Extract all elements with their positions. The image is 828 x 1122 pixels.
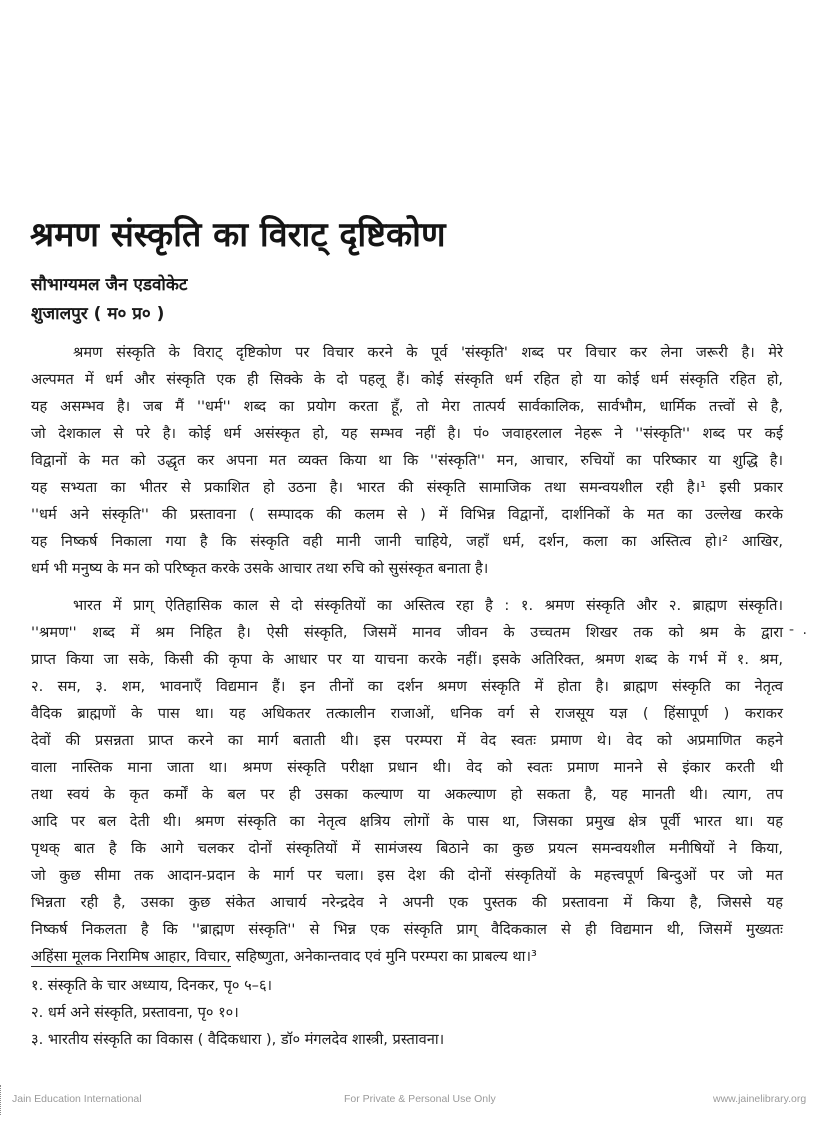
paragraph-1-line: जो देशकाल से परे है। कोई धर्म असंस्कृत हो, यह सम्भव नहीं है। पं० जवाहरलाल नेहरू ने ''संस्कृति'' शब्द पर कई — [31, 425, 783, 442]
paragraph-1-line: अल्पमत में धर्म और संस्कृति एक ही सिक्के के दो पहलू हैं। कोई संस्कृति धर्म रहित हो या कोई धर्म संस्कृति रहित हो, — [31, 371, 783, 388]
footer-website-link[interactable]: www.jainelibrary.org — [713, 1093, 807, 1105]
author-name: सौभाग्यमल जैन एडवोकेट — [31, 275, 188, 295]
paragraph-2-line: ''श्रमण'' शब्द में श्रम निहित है। ऐसी संस्कृति, जिसमें मानव जीवन के उच्चतम शिखर तक को श्रम के द्वारा — [31, 624, 783, 641]
paragraph-1-line: यह असम्भव है। जब मैं ''धर्म'' शब्द का प्रयोग करता हूँ, तो मेरा तात्पर्य सार्वकालिक, सार्वभौम, धार्मिक तत्त्वों से है, — [31, 398, 783, 415]
footnote-1: १. संस्कृति के चार अध्याय, दिनकर, पृ० ५–६। — [31, 977, 273, 994]
footer-usage-note: For Private & Personal Use Only — [344, 1093, 496, 1105]
footnote-divider — [31, 966, 231, 967]
paragraph-2-line: भिन्नता रही है, उसका कुछ संकेत आचार्य नरेन्द्रदेव ने अपनी एक पुस्तक की प्रस्तावना में किया है, जिससे यह — [31, 894, 783, 911]
paragraph-2-line: पृथक् बात है कि आगे चलकर दोनों संस्कृतियों में सामंजस्य बिठाने का कुछ प्रयत्न समन्वयशील मनीषियों ने किया, — [31, 840, 783, 857]
author-place: शुजालपुर ( म० प्र० ) — [31, 304, 165, 324]
paragraph-2-line: प्राप्त किया जा सके, किसी की कृपा के आधार पर या याचना करके नहीं। इसके अतिरिक्त, श्रमण शब्द के गर्भ में १. श्रम, — [31, 651, 783, 668]
paragraph-1-line: विद्वानों के मत को उद्धृत कर अपना मत व्यक्त किया था कि ''संस्कृति'' मन, आचार, रुचियों का परिष्कार या शुद्धि है। — [31, 452, 783, 469]
footnote-2: २. धर्म अने संस्कृति, प्रस्तावना, पृ० १०। — [31, 1004, 239, 1021]
paragraph-2-line: वाला नास्तिक माना जाता था। श्रमण संस्कृति परीक्षा प्रधान थी। वेद को स्वतः प्रमाण मानने से इंकार करती थी — [31, 759, 783, 776]
paragraph-1-line: यह सभ्यता का भीतर से प्रकाशित हो उठना है। भारत की संस्कृति सामाजिक तथा समन्वयशील रही है।¹ इसी प्रकार — [31, 479, 783, 496]
paragraph-2-line: निष्कर्ष निकलता है कि ''ब्राह्मण संस्कृति'' से भिन्न एक संस्कृति प्राग् वैदिककाल से ही विद्यमान थी, जिसमें मुख्यतः — [31, 921, 783, 938]
paragraph-2-line: जो कुछ सीमा तक आदान-प्रदान के मार्ग पर चला। इस देश की दोनों संस्कृतियों के महत्त्वपूर्ण बिन्दुओं पर जो मत — [31, 867, 783, 884]
paragraph-2-line: तथा स्वयं के कृत कर्मों के बल पर ही उसका कल्याण या अकल्याण हो सकता है, यह मानती थी। त्याग, तप — [31, 786, 783, 803]
scan-edge-marks — [0, 1085, 3, 1115]
paragraph-2-line: २. सम, ३. शम, भावनाएँ विद्यमान हैं। इन तीनों का दर्शन श्रमण संस्कृति में होता है। ब्राह्मण संस्कृति का नेतृत्व — [31, 678, 783, 695]
paragraph-1-line: श्रमण संस्कृति के विराट् दृष्टिकोण पर विचार करने के पूर्व 'संस्कृति' शब्द पर विचार कर लेना जरूरी है। मेरे — [73, 344, 783, 361]
paragraph-2-line: आदि पर बल देती थी। श्रमण संस्कृति का नेतृत्व क्षत्रिय लोगों के पास था, जिसका प्रमुख क्षेत्र पूर्वी भारत था। यह — [31, 813, 783, 830]
footer-publisher: Jain Education International — [12, 1093, 142, 1105]
paragraph-2-line: वैदिक ब्राह्मणों के पास था। यह अधिकतर तत्कालीन राजाओं, धनिक वर्ग से राजसूय यज्ञ ( हिंसापूर्ण ) कराकर — [31, 705, 783, 722]
paragraph-2-line: अहिंसा मूलक निरामिष आहार, विचार, सहिष्णुता, अनेकान्तवाद एवं मुनि परम्परा का प्राबल्य था।³ — [31, 948, 537, 965]
article-title: श्रमण संस्कृति का विराट् दृष्टिकोण — [30, 215, 446, 255]
paragraph-2-line: देवों की प्रसन्नता प्राप्त करने का मार्ग बताती थी। इस परम्परा में वेद स्वतः प्रमाण थे। वेद को अप्रमाणित कहने — [31, 732, 783, 749]
paragraph-2-line: भारत में प्राग् ऐतिहासिक काल से दो संस्कृतियों का अस्तित्व रहा है : १. श्रमण संस्कृति और २. ब्राह्मण संस्कृति। — [73, 597, 783, 614]
paragraph-1-line: ''धर्म अने संस्कृति'' की प्रस्तावना ( सम्पादक की कलम से ) में विभिन्न विद्वानों, दार्शनिकों के मत का उल्लेख करके — [31, 506, 783, 523]
paragraph-1-line: यह निष्कर्ष निकाला गया है कि संस्कृति वही मानी जानी चाहिये, जहाँ धर्म, दर्शन, कला का अस्तित्व हो।² आखिर, — [31, 533, 783, 550]
footnote-3: ३. भारतीय संस्कृति का विकास ( वैदिकधारा ), डॉ० मंगलदेव शास्त्री, प्रस्तावना। — [31, 1031, 445, 1048]
margin-mark: - . — [789, 622, 809, 638]
paragraph-1-line: धर्म भी मनुष्य के मन को परिष्कृत करके उसके आचार तथा रुचि को सुसंस्कृत बनाता है। — [31, 560, 489, 577]
